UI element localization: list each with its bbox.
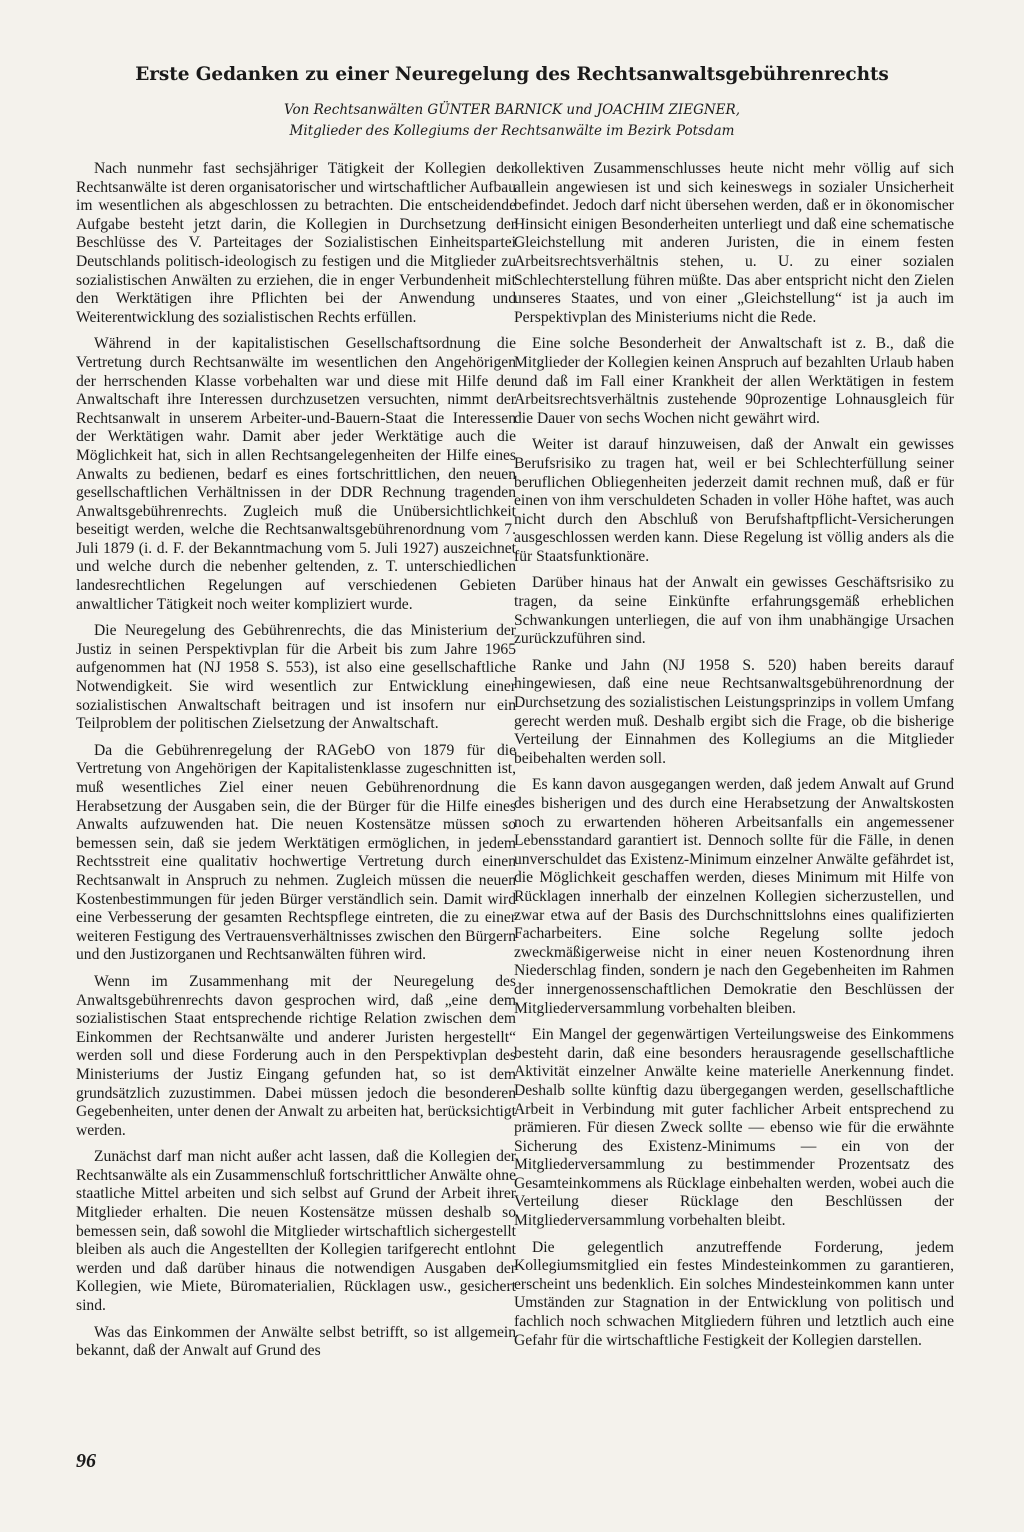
article-byline <box>0 100 1024 142</box>
paragraph: Wenn im Zusammenhang mit der Neuregelung des Anwaltsgebührenrechts davon gesprochen wird, daß „eine dem sozialistischen Staat entsprechende richtige Relation zwischen dem Einkommen der Rechtsanwälte und anderer Juristen hergestellt“ werden soll und diese Forderung auch in den Perspektivplan des Ministeriums der Justiz Eingang gefunden hat, so ist dem grundsätzlich zuzustimmen. Dabei müssen jedoch die besonderen Gegebenheiten, unter denen der Anwalt zu arbeiten hat, berücksichtigt werden. <box>76 972 516 1139</box>
byline-authors: Von Rechtsanwälten GÜNTER BARNICK und JOACHIM ZIEGNER, <box>283 102 740 118</box>
page-number: 96 <box>76 1450 96 1472</box>
paragraph: Nach nunmehr fast sechsjähriger Tätigkeit der Kollegien der Rechtsanwälte ist deren organisatorischer und wirtschaftlicher Aufbau im wesentlichen als abgeschlossen zu betrachten. Die entscheidende Aufgabe besteht jetzt darin, die Kollegien in Durchsetzung der Beschlüsse des V. Parteitages der Sozialistischen Einheitspartei Deutschlands politisch-ideologisch zu festigen und die Mitglieder zu sozialistischen Anwälten zu erziehen, die in enger Verbundenheit mit den Werktätigen ihre Pflichten bei der Anwendung und Weiterentwicklung des sozialistischen Rechts erfüllen. <box>76 160 516 326</box>
paragraph: Ein Mangel der gegenwärtigen Verteilungsweise des Einkommens besteht darin, daß eine besonders herausragende gesellschaftliche Aktivität einzelner Anwälte keine materielle Anerkennung findet. Deshalb sollte künftig dazu übergegangen werden, gesellschaftliche Arbeit in Verbindung mit guter fachlicher Arbeit entsprechend zu prämieren. Für diesen Zweck sollte — ebenso wie für die erwähnte Sicherung des Existenz-Minimums — ein von der Mitgliederversammlung zu bestimmender Prozentsatz des Gesamteinkommens als Rücklage einbehalten werden, wobei auch die Verteilung dieser Rücklage den Beschlüssen der Mitgliederversammlung vorbehalten bleibt. <box>514 1026 954 1230</box>
article-title: Erste Gedanken zu einer Neuregelung des Rechtsanwaltsgebührenrechts <box>135 64 889 85</box>
paragraph: Die Neuregelung des Gebührenrechts, die das Ministerium der Justiz in seinen Perspektivplan für die Arbeit bis zum Jahre 1965 aufgenommen hat (NJ 1958 S. 553), ist also eine gesellschaftliche Notwendigkeit. Sie wird wesentlich zur Entwicklung einer sozialistischen Anwaltschaft beitragen und ist insofern nur ein Teilproblem der politischen Zielsetzung der Anwaltschaft. <box>76 622 516 733</box>
paragraph: Was das Einkommen der Anwälte selbst betrifft, so ist allgemein bekannt, daß der Anwalt auf Grund des <box>76 1323 516 1360</box>
paragraph: Zunächst darf man nicht außer acht lassen, daß die Kollegien der Rechtsanwälte als ein Zusammenschluß fortschrittlicher Anwälte ohne staatliche Mittel arbeiten und sich selbst auf Grund der Arbeit ihrer Mitglieder erhalten. Die neuen Kostensätze müssen deshalb so bemessen sein, daß sowohl die Mitglieder wirtschaftlich sichergestellt bleiben als auch die Angestellten der Kollegien tarifgerecht entlohnt werden und daß darüber hinaus die notwendigen Ausgaben der Kollegien, wie Miete, Büromaterialien, Rücklagen usw., gesichert sind. <box>76 1148 516 1315</box>
paragraph: kollektiven Zusammenschlusses heute nicht mehr völlig auf sich allein angewiesen ist und sich keineswegs in sozialer Unsicherheit befindet. Jedoch darf nicht übersehen werden, daß er in ökonomischer Hinsicht einigen Besonderheiten unterliegt und daß eine schematische Gleichstellung mit anderen Juristen, die in einem festen Arbeitsrechtsverhältnis stehen, u. U. zu einer sozialen Schlechterstellung führen müßte. Das aber entspricht nicht den Zielen unseres Staates, und von einer „Gleichstellung“ ist ja auch im Perspektivplan des Ministeriums nicht die Rede. <box>514 160 954 326</box>
paragraph: Eine solche Besonderheit der Anwaltschaft ist z. B., daß die Mitglieder der Kollegien keinen Anspruch auf bezahlten Urlaub haben und daß im Fall einer Krankheit der allen Werktätigen in festem Arbeitsrechtsverhältnis zustehende 90prozentige Lohnausgleich für die Dauer von sechs Wochen nicht gewährt wird. <box>514 335 954 427</box>
paragraph: Während in der kapitalistischen Gesellschaftsordnung die Vertretung durch Rechtsanwälte im wesentlichen den Angehörigen der herrschenden Klasse vorbehalten war und diese mit Hilfe der Anwaltschaft ihre Interessen durchzusetzen versuchten, nimmt der Rechtsanwalt in unserem Arbeiter-und-Bauern-Staat die Interessen der Werktätigen wahr. Damit aber jeder Werktätige auch die Möglichkeit hat, sich in allen Rechtsangelegenheiten der Hilfe eines Anwalts zu bedienen, bedarf es eines fortschrittlichen, den neuen gesellschaftlichen Verhältnissen in der DDR Rechnung tragenden Anwaltsgebührenrechts. Zugleich muß die Unübersichtlichkeit beseitigt werden, welche die Rechtsanwaltsgebührenordnung vom 7. Juli 1879 (i. d. F. der Bekanntmachung vom 5. Juli 1927) auszeichnet und welche durch die nebenher geltenden, z. T. unterschiedlichen landesrechtlichen Regelungen auf verschiedenen Gebieten anwaltlicher Tätigkeit noch weiter kompliziert wurde. <box>76 335 516 613</box>
paragraph: Die gelegentlich anzutreffende Forderung, jedem Kollegiumsmitglied ein festes Mindesteinkommen zu garantieren, erscheint uns bedenklich. Ein solches Mindesteinkommen kann unter Umständen zur Stagnation in der Entwicklung von politisch und fachlich noch schwachen Mitgliedern führen und letztlich auch eine Gefahr für die wirtschaftliche Festigkeit der Kollegien darstellen. <box>514 1238 954 1349</box>
paragraph: Darüber hinaus hat der Anwalt ein gewisses Geschäftsrisiko zu tragen, da seine Einkünfte erfahrungsgemäß erheblichen Schwankungen unterliegen, die auf von ihm unabhängige Ursachen zurückzuführen sind. <box>514 574 954 648</box>
paragraph: Es kann davon ausgegangen werden, daß jedem Anwalt auf Grund des bisherigen und des durch eine Herabsetzung der Anwaltskosten noch zu erwartenden höheren Arbeitsanfalls ein angemessener Lebensstandard garantiert ist. Dennoch sollte für die Fälle, in denen unverschuldet das Existenz-Minimum einzelner Anwälte gefährdet ist, die Möglichkeit geschaffen werden, dieses Minimum mit Hilfe von Rücklagen innerhalb der einzelnen Kollegien sicherzustellen, und zwar etwa auf der Basis des Durchschnittslohns eines qualifizierten Facharbeiters. Eine solche Regelung sollte jedoch zweckmäßigerweise nicht in einer neuen Kostenordnung ihren Niederschlag finden, sondern je nach den Gegebenheiten im Rahmen der innergenossenschaftlichen Demokratie den Beschlüssen der Mitgliederversammlung vorbehalten bleiben. <box>514 776 954 1017</box>
paragraph: Weiter ist darauf hinzuweisen, daß der Anwalt ein gewisses Berufsrisiko zu tragen hat, weil er bei Schlechterfüllung seiner beruflichen Obliegenheiten jederzeit damit rechnen muß, daß er für einen von ihm verschuldeten Schaden in voller Höhe haftet, was auch nicht durch den Abschluß von Berufshaftpflicht-Versicherungen ausgeschlossen werden kann. Diese Regelung ist völlig anders als die für Staatsfunktionäre. <box>514 436 954 565</box>
right-column <box>514 160 954 1358</box>
paragraph: Da die Gebührenregelung der RAGebO von 1879 für die Vertretung von Angehörigen der Kapitalistenklasse zugeschnitten ist, muß wesentliches Ziel einer neuen Gebührenordnung die Herabsetzung der Ausgaben sein, die der Bürger für die Hilfe eines Anwalts aufzuwenden hat. Die neuen Kostensätze müssen so bemessen sein, daß sie jedem Werktätigen ermöglichen, in jedem Rechtsstreit eine qualitativ hochwertige Vertretung durch einen Rechtsanwalt in Anspruch zu nehmen. Zugleich müssen die neuen Kostenbestimmungen für jeden Bürger verständlich sein. Damit wird eine Verbesserung der gesamten Rechtspflege eintreten, die zu einer weiteren Festigung des Vertrauensverhältnisses zwischen den Bürgern und den Justizorganen und Rechtsanwälten führen wird. <box>76 741 516 964</box>
left-column <box>76 160 516 1369</box>
byline-affiliation: Mitglieder des Kollegiums der Rechtsanwälte im Bezirk Potsdam <box>289 123 735 139</box>
paragraph: Ranke und Jahn (NJ 1958 S. 520) haben bereits darauf hingewiesen, daß eine neue Rechtsanwaltsgebührenordnung der Durchsetzung des sozialistischen Leistungsprinzips in vollem Umfang gerecht werden muß. Deshalb ergibt sich die Frage, ob die bisherige Verteilung der Einnahmen des Kollegiums an die Mitglieder beibehalten werden soll. <box>514 656 954 767</box>
